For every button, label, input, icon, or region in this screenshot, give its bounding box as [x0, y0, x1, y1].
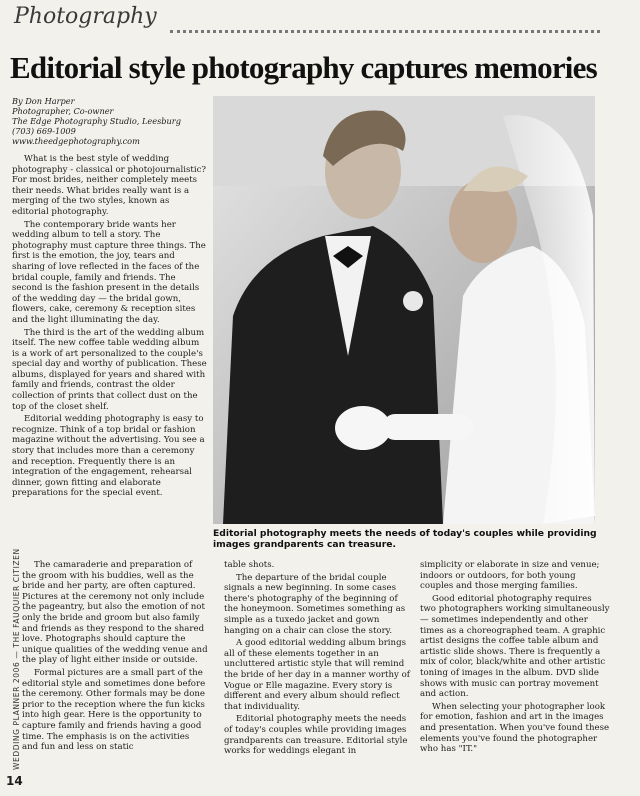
publication-side-label: WEDDING PLANNER 2006 — THE FAUQUIER CITIZEN — [12, 548, 21, 770]
article-column-b — [224, 560, 410, 759]
article-paragraph: The camaraderie and preparation of the groom with his buddies, well as the bride and her party, are often captured. Pictures at the ceremony not only include the pageantry, but also the emotion of not only the bride and groom but also family and friends as they respond to the shared love. Photographs should capture the unique qualities of the wedding venue and the play of light either inside or outside. — [22, 560, 208, 666]
article-paragraph: The third is the art of the wedding album itself. The new coffee table wedding album is a work of art personalized to the couple's special day and worthy of publication. These albums, displayed for years and shared with family and friends, contrast the older collection of prints that collect dust on the top of the closet shelf. — [12, 327, 207, 412]
article-paragraph: simplicity or elaborate in size and venue; indoors or outdoors, for both young couples and those merging families. — [420, 560, 600, 592]
headline: Editorial style photography captures memories — [10, 50, 597, 85]
article-paragraph: A good editorial wedding album brings all of these elements together in an uncluttered artistic style that will remind the bride of her day in a manner worthy of Vogue or Elle magazine. Every story is different and every album should reflect that individuality. — [224, 638, 410, 712]
article-paragraph: What is the best style of wedding photography - classical or photojournalistic? For most brides, neither completely meets their needs. What brides really want is a merging of the two styles, known as editorial photography. — [12, 154, 207, 217]
byline-studio: The Edge Photography Studio, Leesburg — [12, 116, 181, 126]
article-paragraph: Editorial photography meets the needs of today's couples while providing images grandparents can treasure. Editorial style works for weddings elegant in — [224, 714, 408, 757]
page-number: 14 — [6, 774, 23, 788]
dotted-divider — [170, 30, 600, 33]
article-paragraph: Formal pictures are a small part of the editorial style and sometimes done before the ceremony. Other formals may be done prior to the reception where the fun kicks into high gear. Here is the opportunity to capture family and friends having a good time. The emphasis is on the activities and fun and less on static — [22, 667, 206, 753]
article-paragraph: Editorial wedding photography is easy to recognize. Think of a top bridal or fashion magazine without the advertising. You see a story that includes more than a ceremony and reception. Frequently there is an integration of the engagement, rehearsal dinner, gown fitting and elaborate preparations for the special event. — [12, 414, 205, 499]
article-paragraph: The departure of the bridal couple signals a new beginning. In some cases there's photography of the beginning of the honeymoon. Sometimes something as simple as a tuxedo jacket and gown hanging on a chair can close the story. — [224, 572, 406, 636]
byline-phone: (703) 669-1009 — [12, 126, 76, 136]
byline — [12, 96, 208, 146]
article-paragraph: Good editorial photography requires two photographers working simultaneously — sometimes independently and other times as a choreographed team. A graphic artist designs the coffee table album and artistic slide shows. There is frequently a mix of color, black/white and other artistic toning of images in the album. DVD slide shows with music can portray movement and action. — [420, 593, 610, 700]
article-paragraph: When selecting your photographer look for emotion, fashion and art in the images and presentation. When you've found these elements you've found the photographer who has "IT." — [420, 701, 610, 755]
section-label: Photography — [14, 4, 157, 29]
article-column-a — [22, 560, 208, 755]
wedding-photo — [213, 96, 595, 524]
photo-caption: Editorial photography meets the needs of today's couples while providing images grandparents can treasure. — [213, 528, 597, 550]
article-paragraph: table shots. — [224, 560, 275, 570]
byline-title: Photographer, Co-owner — [12, 106, 114, 116]
left-column — [12, 96, 208, 501]
article-column-c — [420, 560, 610, 757]
byline-website: www.theedgephotography.com — [12, 136, 140, 146]
article-paragraph: The contemporary bride wants her wedding album to tell a story. The photography must capture three things. The first is the emotion, the joy, tears and sharing of love reflected in the faces of the bridal couple, family and friends. The second is the fashion present in the details of the wedding day — the bridal gown, flowers, cake, ceremony & reception sites and the light illuminating the day. — [12, 219, 206, 325]
byline-author: By Don Harper — [12, 96, 75, 106]
